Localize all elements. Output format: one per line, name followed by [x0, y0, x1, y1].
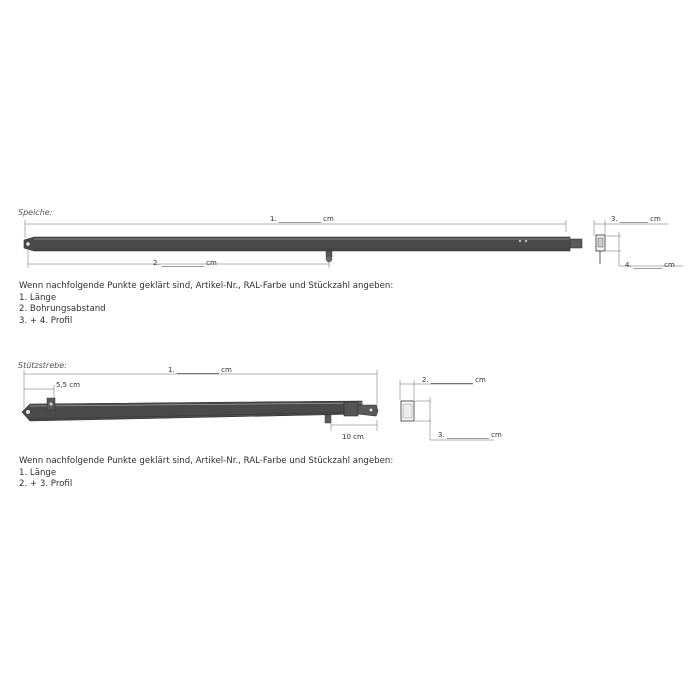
strut-length-label: 1. ____________ cm [168, 366, 232, 374]
spoke-note-item: 1. Länge [19, 292, 57, 303]
spoke-note [19, 281, 393, 327]
strut-profile-width-label: 2. ____________ cm [422, 376, 486, 384]
strut-end-label: 10 cm [342, 433, 364, 441]
spoke-profile [24, 237, 582, 262]
strut-offset-label: 5,5 cm [56, 381, 81, 389]
strut-note-item: 1. Länge [19, 467, 57, 478]
spoke-profile-width-label: 3. ________ cm [611, 215, 661, 223]
spoke-profile-section [594, 220, 683, 266]
strut-offset-dimension [24, 385, 54, 398]
spoke-end-hole [26, 242, 30, 246]
strut-end-dimension [331, 420, 377, 431]
strut-note-intro: Wenn nachfolgende Punkte geklärt sind, Artikel-Nr., RAL-Farbe und Stückzahl angeben: [19, 456, 394, 466]
strut-end-cap [358, 405, 378, 416]
spoke-profile-height-label: 4. ________ cm [625, 261, 675, 269]
spoke-note-intro: Wenn nachfolgende Punkte geklärt sind, Artikel-Nr., RAL-Farbe und Stückzahl angeben: [19, 281, 394, 291]
strut-bolt [325, 415, 331, 423]
strut-profile-height-label: 3. ____________ cm [438, 431, 502, 439]
spoke-end-cap [570, 239, 582, 248]
strut-note [19, 456, 393, 491]
strut-profile [22, 398, 378, 423]
spoke-hole-distance-label: 2. ____________ cm [153, 259, 217, 267]
spoke-title: Speiche: [18, 208, 53, 217]
strut-end-hole [26, 410, 31, 415]
spoke-length-label: 1. ____________ cm [270, 215, 334, 223]
spoke-note-item: 2. Bohrungsabstand [19, 304, 106, 315]
strut-title: Stützstrebe: [18, 361, 67, 370]
spoke-note-item: 3. + 4. Profil [19, 315, 73, 326]
strut-clamp [344, 402, 358, 416]
strut-note-item: 2. + 3. Profil [19, 479, 73, 490]
